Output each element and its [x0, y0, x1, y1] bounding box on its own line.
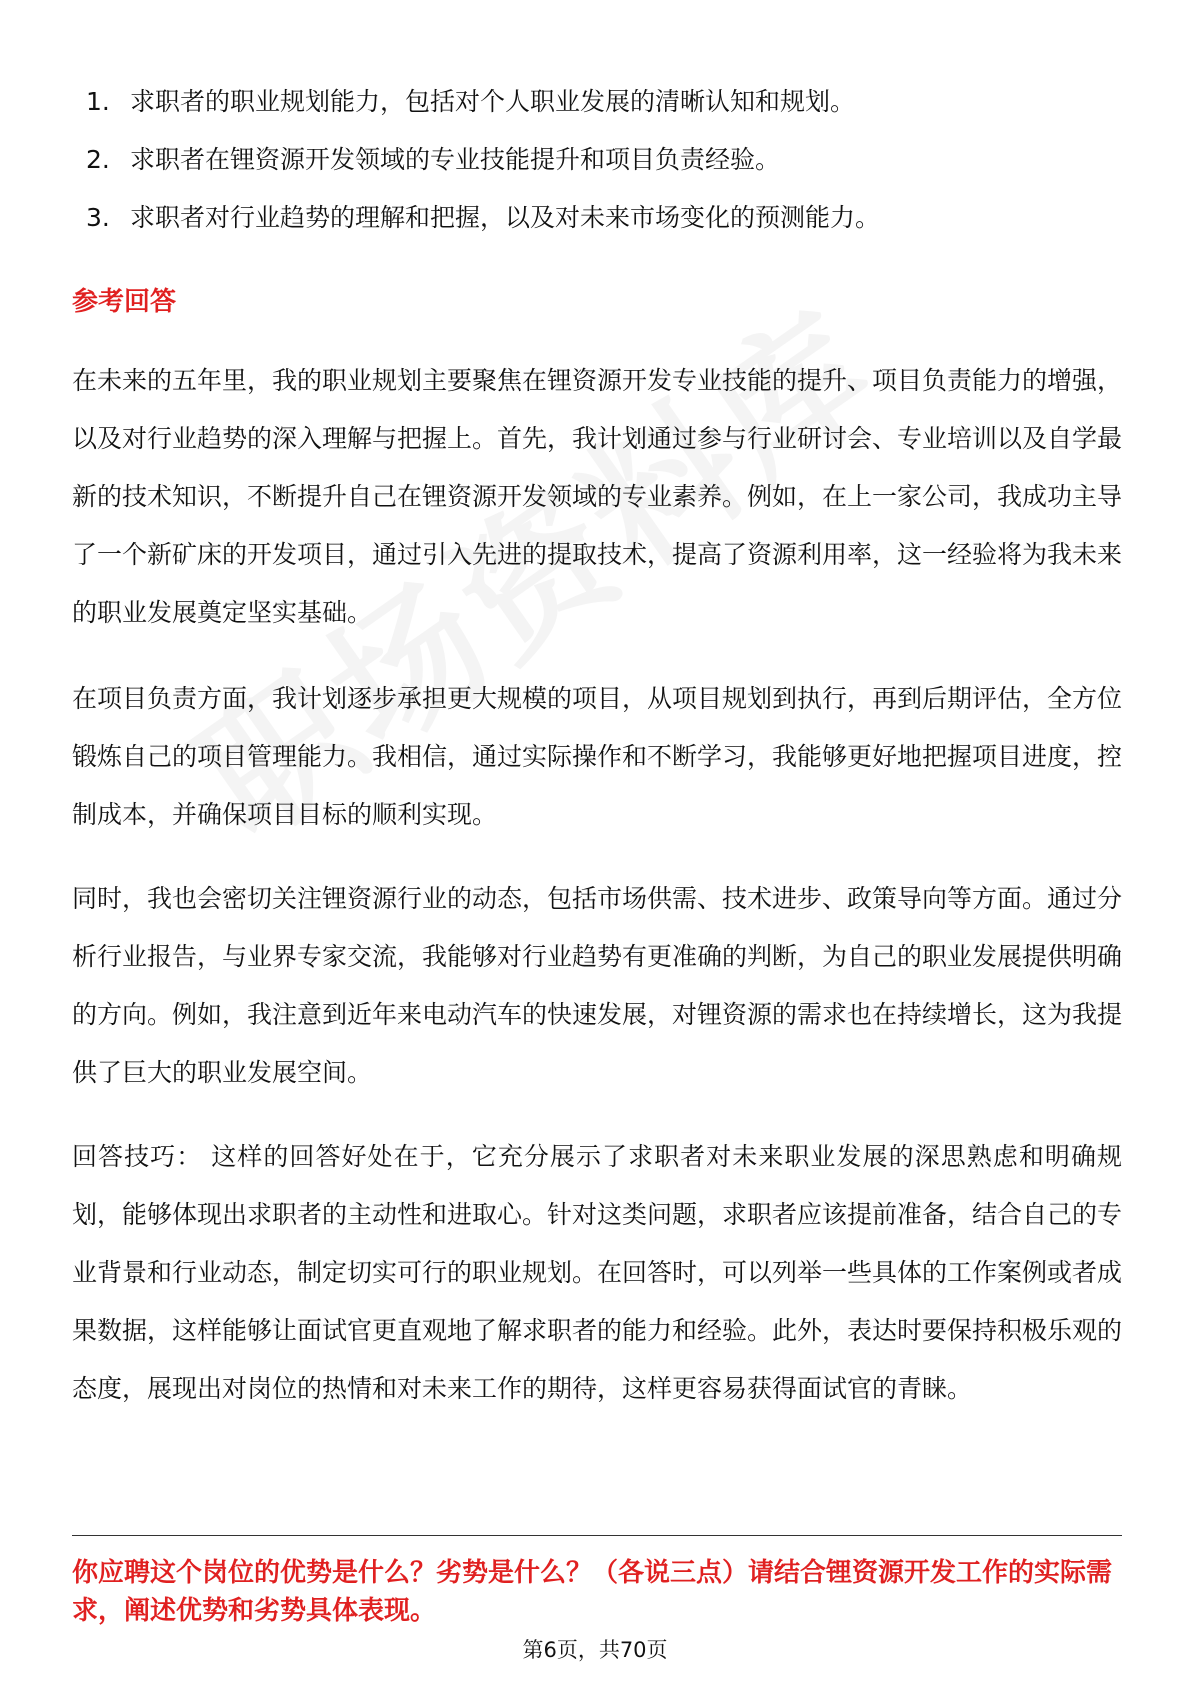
answer-paragraph-3: 同时，我也会密切关注锂资源行业的动态，包括市场供需、技术进步、政策导向等方面。通过分析行业报告，与业界专家交流，我能够对行业趋势有更准确的判断，为自己的职业发展提供明确的方向。例如，我注意到近年来电动汽车的快速发展，对锂资源的需求也在持续增长，这为我提供了巨大的职业发展空间。 [72, 884, 1123, 1087]
list-item-text: 求职者对行业趋势的理解和把握，以及对未来市场变化的预测能力。 [130, 203, 881, 232]
list-item-number: 1. [86, 87, 110, 116]
list-item-text: 求职者的职业规划能力，包括对个人职业发展的清晰认知和规划。 [130, 87, 856, 116]
answer-paragraph-2: 在项目负责方面，我计划逐步承担更大规模的项目，从项目规划到执行，再到后期评估，全方位锻炼自己的项目管理能力。我相信，通过实际操作和不断学习，我能够更好地把握项目进度，控制成本，并确保项目目标的顺利实现。 [72, 684, 1123, 829]
answer-paragraph-1: 在未来的五年里，我的职业规划主要聚焦在锂资源开发专业技能的提升、项目负责能力的增强，以及对行业趋势的深入理解与把握上。首先，我计划通过参与行业研讨会、专业培训以及自学最新的技术知识，不断提升自己在锂资源开发领域的专业素养。例如，在上一家公司，我成功主导了一个新矿床的开发项目，通过引入先进的提取技术，提高了资源利用率，这一经验将为我未来的职业发展奠定坚实基础。 [72, 366, 1123, 627]
answer-tips-paragraph: 回答技巧： 这样的回答好处在于，它充分展示了求职者对未来职业发展的深思熟虑和明确规划，能够体现出求职者的主动性和进取心。针对这类问题，求职者应该提前准备，结合自己的专业背景和行业动态，制定切实可行的职业规划。在回答时，可以列举一些具体的工作案例或者成果数据，这样能够让面试官更直观地了解求职者的能力和经验。此外，表达时要保持积极乐观的态度，展现出对岗位的热情和对未来工作的期待，这样更容易获得面试官的青睐。 [72, 1142, 1123, 1403]
list-item-number: 2. [86, 145, 110, 174]
list-item [72, 86, 1122, 118]
list-item-text: 求职者在锂资源开发领域的专业技能提升和项目负责经验。 [130, 145, 781, 174]
section-title-reference-answer: 参考回答 [72, 287, 177, 317]
page-number-footer: 第6页，共70页 [522, 1638, 668, 1662]
question-points-list [72, 86, 1122, 260]
list-item [72, 202, 1122, 234]
next-question-heading: 你应聘这个岗位的优势是什么？劣势是什么？（各说三点）请结合锂资源开发工作的实际需求，阐述优势和劣势具体表现。 [72, 1558, 1113, 1626]
section-divider [72, 1535, 1122, 1536]
list-item [72, 144, 1122, 176]
list-item-number: 3. [86, 203, 110, 232]
